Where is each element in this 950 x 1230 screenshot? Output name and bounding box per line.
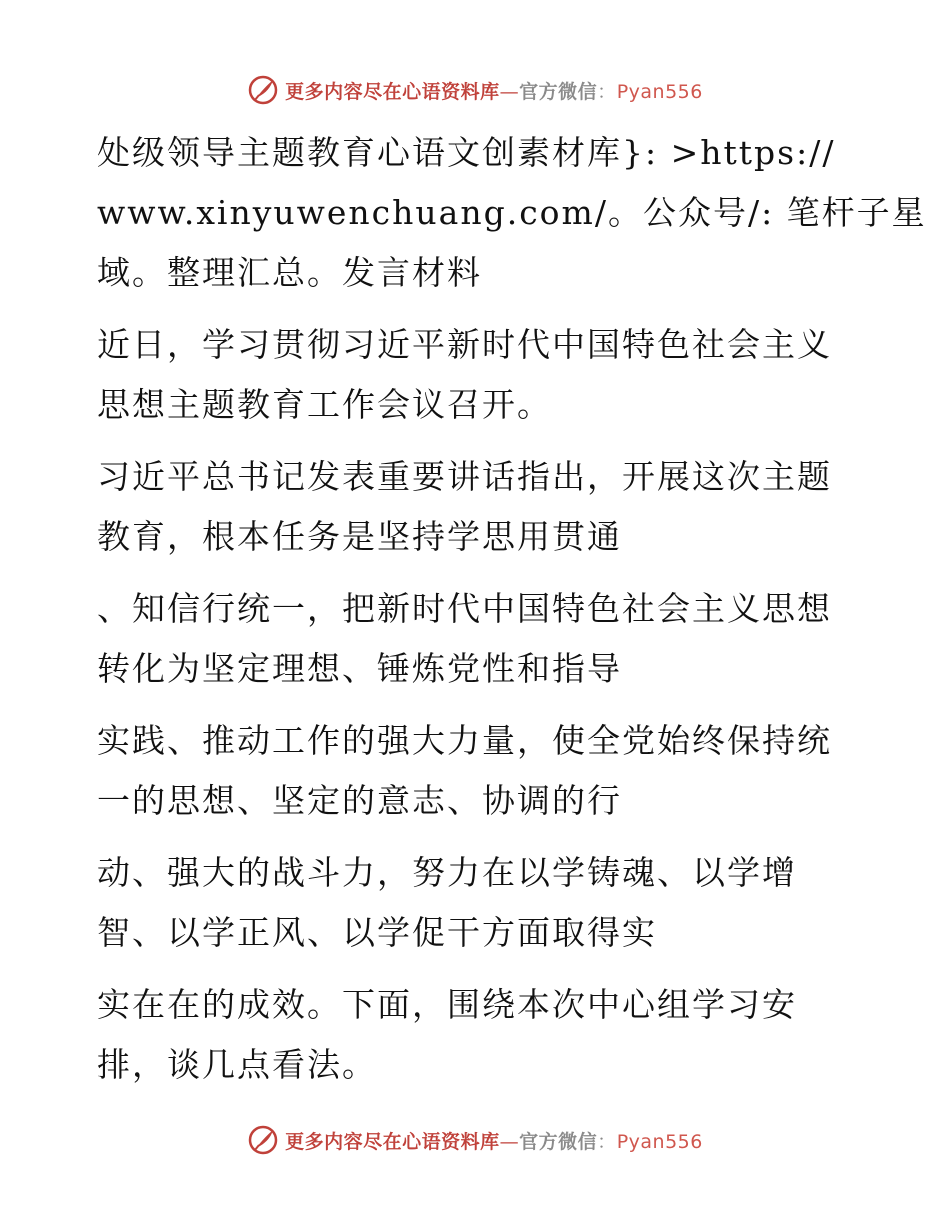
banner-wechat-label: 官方微信 [519, 1130, 598, 1153]
banner-wechat-id: Pyan556 [616, 80, 703, 103]
banner-separator: ： [597, 1130, 617, 1153]
paragraph-1 [97, 123, 927, 303]
paragraph-line: 排，谈几点看法。 [97, 1045, 377, 1084]
paragraph-line: 思想主题教育工作会议召开。 [97, 385, 552, 424]
paragraph-6 [97, 843, 837, 963]
paragraph-line: 智、以学正风、以学促干方面取得实 [97, 913, 657, 952]
document-body [97, 123, 927, 1107]
header-banner [0, 70, 950, 110]
paragraph-line: 动、强大的战斗力，努力在以学铸魂、以学增 [97, 853, 797, 892]
paragraph-3 [97, 447, 837, 567]
paragraph-line: 域。整理汇总。发言材料 [97, 253, 482, 292]
feather-pen-logo-icon [247, 74, 279, 106]
banner-dash: — [499, 1130, 520, 1153]
feather-pen-logo-icon [247, 1124, 279, 1156]
banner-text [285, 1127, 703, 1154]
banner-separator: ： [597, 80, 617, 103]
paragraph-line: 实在在的成效。下面，围绕本次中心组学习安 [97, 985, 797, 1024]
paragraph-2 [97, 315, 837, 435]
paragraph-line: 、知信行统一，把新时代中国特色社会主义思想 [97, 589, 832, 628]
paragraph-line: 一的思想、坚定的意志、协调的行 [97, 781, 622, 820]
paragraph-line: 近日，学习贯彻习近平新时代中国特色社会主义 [97, 325, 832, 364]
paragraph-line: 处级领导主题教育心语文创素材库}: >https:// [97, 133, 836, 172]
banner-text [285, 77, 703, 104]
banner-site-name: 更多内容尽在心语资料库 [285, 1130, 500, 1153]
paragraph-line: 实践、推动工作的强大力量，使全党始终保持统 [97, 721, 832, 760]
paragraph-line: 习近平总书记发表重要讲话指出，开展这次主题 [97, 457, 832, 496]
paragraph-5 [97, 711, 837, 831]
footer-banner [0, 1120, 950, 1160]
paragraph-line: 教育，根本任务是坚持学思用贯通 [97, 517, 622, 556]
paragraph-line: 转化为坚定理想、锤炼党性和指导 [97, 649, 622, 688]
paragraph-4 [97, 579, 837, 699]
banner-wechat-label: 官方微信 [519, 80, 598, 103]
banner-site-name: 更多内容尽在心语资料库 [285, 80, 500, 103]
banner-dash: — [499, 80, 520, 103]
paragraph-7 [97, 975, 837, 1095]
paragraph-line: www.xinyuwenchuang.com/。公众号/: 笔杆子星 [97, 193, 927, 232]
banner-wechat-id: Pyan556 [616, 1130, 703, 1153]
